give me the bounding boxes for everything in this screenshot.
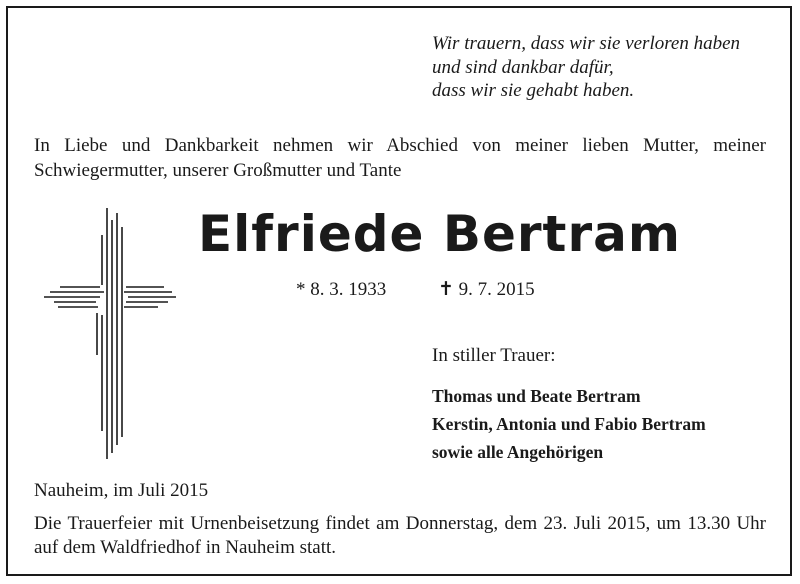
birth-date: * 8. 3. 1933 xyxy=(296,279,387,300)
cross-icon xyxy=(40,205,180,465)
poem-line: Wir trauern, dass wir sie verloren haben xyxy=(432,33,741,54)
mourner-name: Kerstin, Antonia und Fabio Bertram xyxy=(432,414,706,434)
deceased-name: Elfriede Bertram xyxy=(198,205,681,263)
mourner-name: sowie alle Angehörigen xyxy=(432,442,604,462)
mourners-heading: In stiller Trauer: xyxy=(432,345,556,366)
death-date: ✝ 9. 7. 2015 xyxy=(438,279,535,300)
place-date: Nauheim, im Juli 2015 xyxy=(34,480,209,501)
poem-verse xyxy=(432,32,740,103)
mourner-name: Thomas und Beate Bertram xyxy=(432,386,641,406)
poem-line: und sind dankbar dafür, xyxy=(432,56,614,78)
mourners-list xyxy=(432,382,706,466)
intro-text: In Liebe und Dankbarkeit nehmen wir Abschied von meiner lieben Mutter, meiner Schwiegermutter, unserer Großmutter und Tante xyxy=(34,135,766,181)
poem-line: dass wir sie gehabt haben. xyxy=(432,80,635,101)
funeral-notice: Die Trauerfeier mit Urnenbeisetzung findet am Donnerstag, dem 23. Juli 2015, um 13.30 Uhr auf dem Waldfriedhof in Nauheim statt. xyxy=(34,513,766,558)
